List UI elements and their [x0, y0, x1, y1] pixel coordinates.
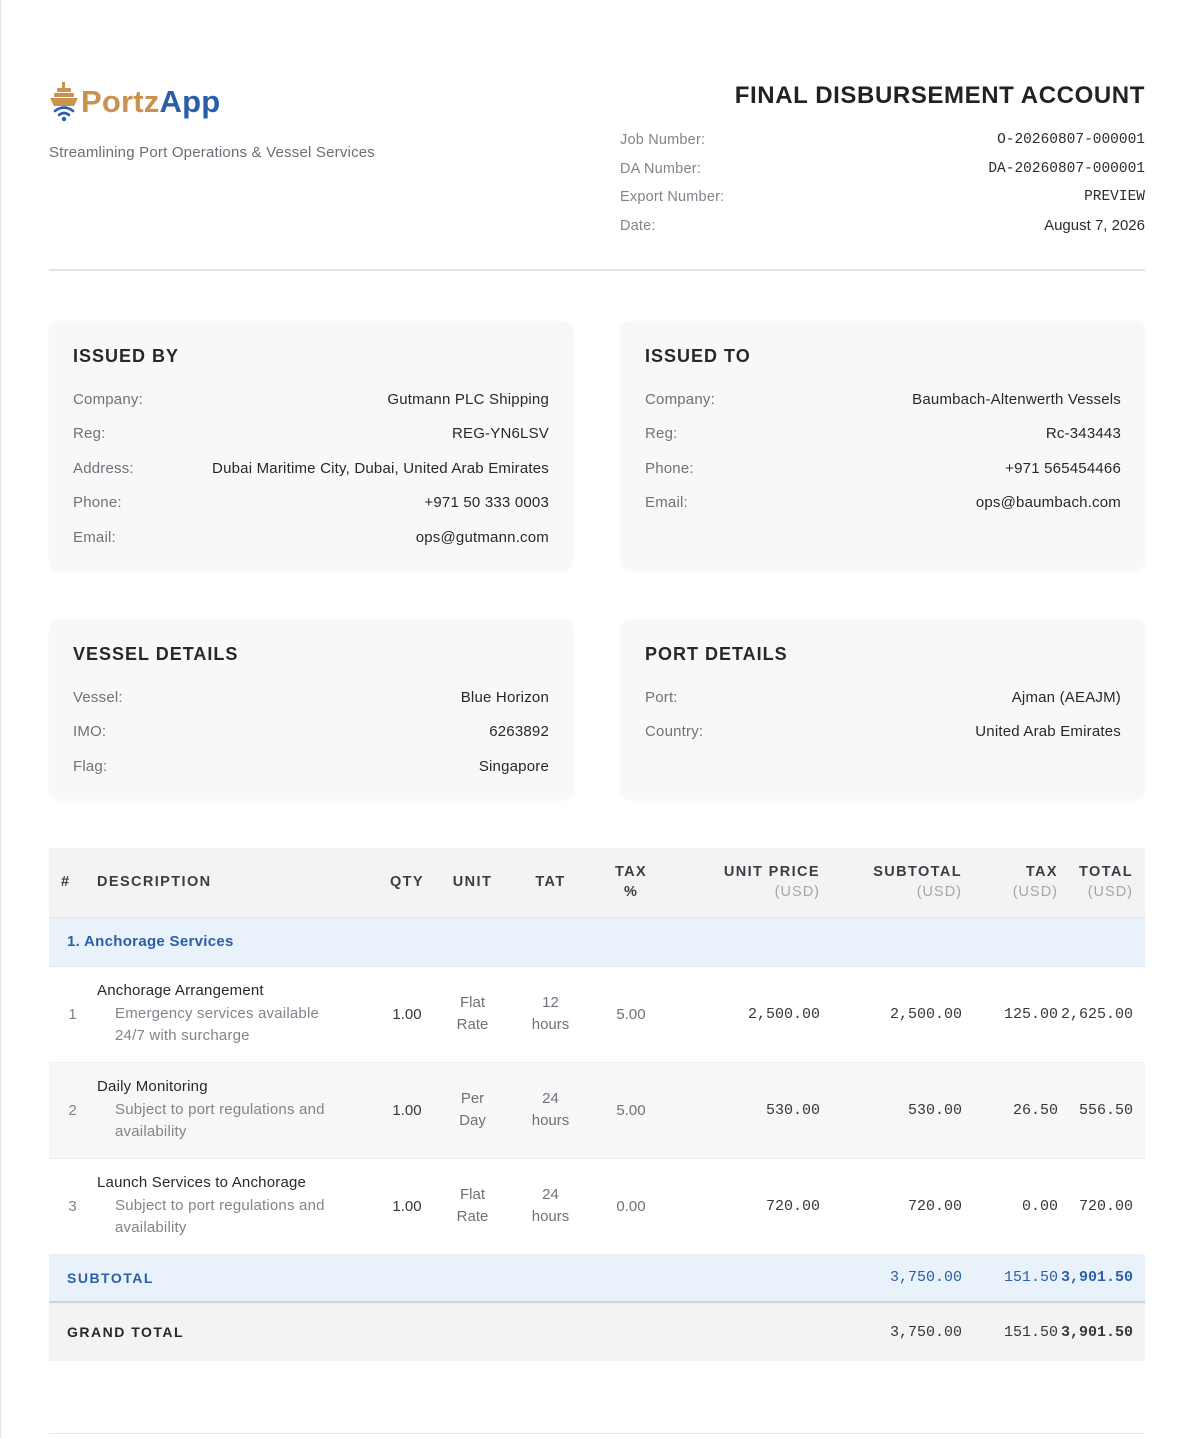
row-number: 1 — [68, 1005, 77, 1023]
section-title: 1. Anchorage Services — [67, 933, 234, 950]
item-unit-price: 2,500.00 — [747, 1005, 820, 1023]
item-tax: 125.00 — [1003, 1005, 1058, 1023]
tat-line: 24 — [542, 1090, 559, 1107]
vessel-name-row — [73, 680, 549, 715]
col-header-tax-pct — [591, 848, 671, 917]
date-value: August 7, 2026 — [1044, 217, 1145, 235]
item-tax-pct: 5.00 — [616, 1005, 646, 1023]
field-value: Singapore — [478, 757, 549, 775]
item-description — [96, 966, 379, 1062]
header-text: UNIT PRICE — [723, 864, 820, 881]
item-total: 556.50 — [1078, 1101, 1133, 1119]
col-header-num: # — [61, 874, 71, 891]
document-title: FINAL DISBURSEMENT ACCOUNT — [734, 82, 1145, 109]
header-text: TOTAL — [1079, 864, 1133, 881]
field-label: Reg: — [645, 425, 678, 443]
item-total: 720.00 — [1078, 1197, 1133, 1215]
item-note — [97, 1003, 378, 1047]
field-label: Phone: — [73, 494, 122, 512]
item-total: 2,625.00 — [1060, 1005, 1133, 1023]
field-label: Country: — [645, 723, 704, 741]
col-header-description: DESCRIPTION — [97, 874, 212, 891]
col-header-qty: QTY — [389, 874, 424, 891]
field-value: Ajman (AEAJM) — [1011, 688, 1121, 706]
meta-row-date — [620, 212, 1145, 241]
tat-line: hours — [531, 1112, 570, 1129]
subtotal-subtotal: 3,750.00 — [889, 1269, 962, 1287]
field-label: Flag: — [73, 757, 108, 775]
invoice-page — [49, 0, 1145, 271]
issued-by-company-row — [73, 382, 549, 417]
port-country-row — [645, 715, 1121, 750]
grand-total-label: GRAND TOTAL — [67, 1324, 185, 1340]
header-subtext: (USD) — [916, 884, 962, 901]
field-value: Gutmann PLC Shipping — [387, 390, 549, 408]
field-label: Phone: — [645, 459, 694, 477]
issued-by-address-row — [73, 451, 549, 486]
meta-label: DA Number: — [620, 160, 701, 177]
issued-by-card — [49, 321, 573, 570]
item-unit — [435, 966, 510, 1062]
card-title: ISSUED TO — [645, 346, 751, 366]
row-number: 2 — [68, 1101, 77, 1119]
header-subtext: (USD) — [1087, 884, 1133, 901]
unit-line: Flat — [459, 1186, 485, 1203]
item-note-line: Subject to port regulations and — [115, 1100, 325, 1118]
grand-total-amount: 3,901.50 — [1060, 1323, 1133, 1341]
col-header-unit-price — [671, 848, 821, 917]
item-subtotal: 530.00 — [907, 1101, 962, 1119]
card-title: ISSUED BY — [73, 346, 180, 366]
item-tat — [510, 966, 591, 1062]
field-value: Baumbach-Altenwerth Vessels — [912, 390, 1121, 408]
item-unit — [435, 1158, 510, 1254]
field-label: Reg: — [73, 425, 106, 443]
field-value: ops@gutmann.com — [415, 528, 549, 546]
table-row — [49, 1158, 1145, 1254]
field-label: Vessel: — [73, 688, 123, 706]
vessel-flag-row — [73, 749, 549, 784]
grand-total-subtotal: 3,750.00 — [889, 1323, 962, 1341]
field-label: Email: — [645, 494, 688, 512]
meta-row-export-number — [620, 183, 1145, 212]
port-name-row — [645, 680, 1121, 715]
item-note — [97, 1099, 378, 1143]
subtotal-total: 3,901.50 — [1060, 1269, 1133, 1287]
issued-by-phone-row — [73, 486, 549, 521]
brand-tagline: Streamlining Port Operations & Vessel Services — [49, 144, 376, 161]
item-note-line: availability — [115, 1218, 187, 1236]
tat-line: 24 — [542, 1186, 559, 1203]
item-description — [96, 1062, 379, 1158]
issued-to-email-row — [645, 486, 1121, 521]
line-items-table — [49, 848, 1145, 1361]
meta-row-job-number — [620, 126, 1145, 155]
field-value: ops@baumbach.com — [975, 494, 1121, 512]
field-value: Rc-343443 — [1045, 425, 1121, 443]
unit-line: Day — [459, 1112, 486, 1129]
col-header-total — [1059, 848, 1145, 917]
item-note-line: Emergency services available — [115, 1004, 320, 1022]
tat-line: hours — [531, 1208, 570, 1225]
unit-line: Flat — [459, 994, 485, 1011]
item-name: Anchorage Arrangement — [97, 981, 264, 999]
brand-logo — [49, 80, 220, 124]
field-value: +971 50 333 0003 — [424, 494, 549, 512]
page-edge — [0, 0, 1, 1438]
brand-name — [81, 84, 220, 120]
item-qty: 1.00 — [392, 1101, 422, 1119]
field-label: Company: — [645, 390, 715, 408]
footer-divider — [49, 1433, 1145, 1434]
item-tax: 26.50 — [1012, 1101, 1058, 1119]
issued-to-company-row — [645, 382, 1121, 417]
item-subtotal: 720.00 — [907, 1197, 962, 1215]
tat-line: hours — [531, 1016, 570, 1033]
da-number-value: DA-20260807-000001 — [988, 160, 1145, 177]
port-details-card — [621, 619, 1145, 799]
brand-name-part1: Portz — [81, 84, 160, 119]
col-header-tax — [963, 848, 1059, 917]
field-value: 6263892 — [489, 723, 549, 741]
col-header-unit: UNIT — [452, 874, 493, 891]
tat-line: 12 — [542, 994, 559, 1011]
field-value: United Arab Emirates — [975, 723, 1121, 741]
meta-row-da-number — [620, 155, 1145, 184]
col-header-tat: TAT — [535, 874, 566, 891]
document-header — [49, 0, 1145, 271]
field-label: Email: — [73, 528, 116, 546]
header-subtext: (USD) — [774, 884, 820, 901]
item-tax-pct: 5.00 — [616, 1101, 646, 1119]
grand-total-row — [49, 1302, 1145, 1361]
header-text: TAX — [1025, 864, 1058, 881]
job-number-value: O-20260807-000001 — [997, 132, 1145, 149]
item-note — [97, 1195, 378, 1239]
brand-name-part2: App — [159, 84, 221, 119]
item-tax-pct: 0.00 — [616, 1197, 646, 1215]
table-row — [49, 966, 1145, 1062]
item-note-line: 24/7 with surcharge — [115, 1026, 250, 1044]
field-label: Company: — [73, 390, 143, 408]
item-tat — [510, 1158, 591, 1254]
item-unit — [435, 1062, 510, 1158]
subtotal-row — [49, 1254, 1145, 1302]
header-subtext: % — [624, 884, 638, 901]
ship-wifi-icon — [49, 80, 79, 124]
grand-total-tax: 151.50 — [1003, 1323, 1058, 1341]
field-value: Blue Horizon — [460, 688, 549, 706]
field-value: REG-YN6LSV — [451, 425, 549, 443]
card-title: PORT DETAILS — [645, 644, 788, 664]
col-header-subtotal — [821, 848, 963, 917]
item-note-line: availability — [115, 1122, 187, 1140]
table-header-row — [49, 848, 1145, 917]
header-text: SUBTOTAL — [873, 864, 962, 881]
item-name: Daily Monitoring — [97, 1077, 208, 1095]
field-label: Port: — [645, 688, 678, 706]
item-name: Launch Services to Anchorage — [97, 1173, 307, 1191]
meta-label: Job Number: — [620, 132, 706, 149]
meta-label: Export Number: — [620, 189, 725, 206]
issued-by-email-row — [73, 520, 549, 555]
item-tax: 0.00 — [1021, 1197, 1058, 1215]
table-row — [49, 1062, 1145, 1158]
subtotal-tax: 151.50 — [1003, 1269, 1058, 1287]
item-qty: 1.00 — [392, 1197, 422, 1215]
item-description — [96, 1158, 379, 1254]
field-label: IMO: — [73, 723, 107, 741]
item-subtotal: 2,500.00 — [889, 1005, 962, 1023]
item-qty: 1.00 — [392, 1005, 422, 1023]
issued-to-card — [621, 321, 1145, 570]
item-note-line: Subject to port regulations and — [115, 1196, 325, 1214]
vessel-details-card — [49, 619, 573, 799]
field-value: Dubai Maritime City, Dubai, United Arab Emirates — [212, 459, 549, 477]
unit-line: Rate — [456, 1016, 489, 1033]
export-number-value: PREVIEW — [1084, 189, 1145, 206]
document-meta — [620, 126, 1145, 240]
field-value: +971 565454466 — [1005, 459, 1121, 477]
item-unit-price: 720.00 — [765, 1197, 820, 1215]
vessel-imo-row — [73, 715, 549, 750]
item-tat — [510, 1062, 591, 1158]
item-unit-price: 530.00 — [765, 1101, 820, 1119]
field-label: Address: — [73, 459, 134, 477]
meta-label: Date: — [620, 217, 656, 234]
row-number: 3 — [68, 1197, 77, 1215]
header-text: TAX — [614, 864, 648, 881]
issued-to-phone-row — [645, 451, 1121, 486]
card-title: VESSEL DETAILS — [73, 644, 239, 664]
subtotal-label: SUBTOTAL — [67, 1269, 154, 1286]
issued-by-reg-row — [73, 417, 549, 452]
section-row — [49, 917, 1145, 966]
unit-line: Per — [460, 1090, 485, 1107]
issued-to-reg-row — [645, 417, 1121, 452]
header-subtext: (USD) — [1012, 884, 1058, 901]
unit-line: Rate — [456, 1208, 489, 1225]
